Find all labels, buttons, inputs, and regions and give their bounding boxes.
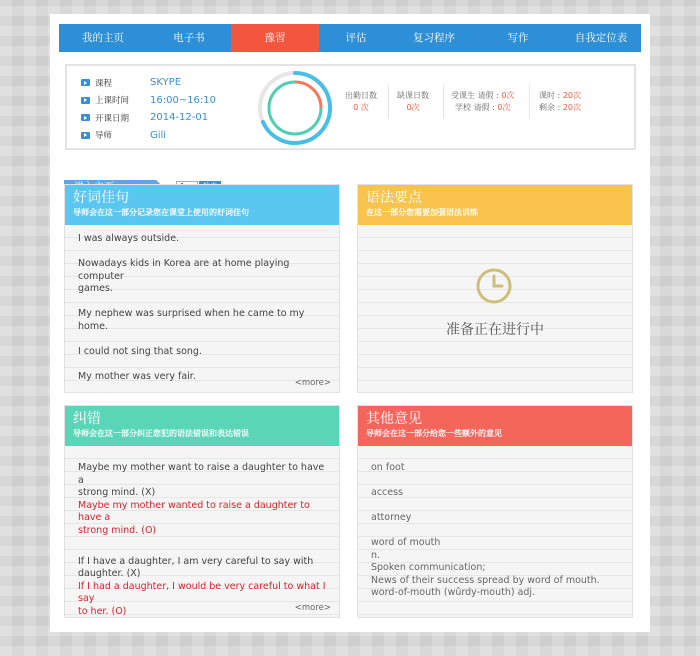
list-item: n.: [371, 549, 381, 561]
list-item: My mother was very fair.: [78, 370, 196, 382]
attendance-label: 出勤日数: [345, 91, 377, 100]
divider: [529, 84, 530, 118]
page-container: [50, 14, 650, 632]
list-item: on foot: [371, 462, 405, 473]
list-item: daughter. (X): [78, 568, 141, 579]
student-leave-value: 0次: [501, 91, 515, 100]
in-progress-text: 准备正在进行中: [446, 322, 544, 338]
phrases-panel: [64, 184, 340, 393]
play-bullet-icon: [81, 132, 90, 139]
teacher-value: Gili: [150, 129, 167, 141]
list-item: attorney: [371, 512, 412, 523]
list-item: games.: [78, 283, 113, 294]
nav-self-assessment[interactable]: 自我定位表: [574, 32, 628, 44]
list-item: Spoken communication;: [371, 562, 486, 573]
teacher-label: 导师: [95, 131, 113, 142]
course-row: [81, 74, 216, 92]
other-subtitle: 导师会在这一部分给您一些额外的意见: [366, 429, 502, 438]
grammar-title: 语法要点: [366, 190, 422, 206]
play-bullet-icon: [81, 114, 90, 121]
lessons-label: 课时 :: [539, 91, 563, 100]
leave-stat: [451, 90, 514, 114]
nav-review-program[interactable]: 复习程序: [413, 32, 455, 44]
list-item: I was always outside.: [78, 233, 180, 244]
attendance-ring-chart: [257, 70, 333, 146]
other-title: 其他意见: [366, 411, 422, 427]
list-item: word of mouth: [371, 537, 441, 548]
corrections-subtitle: 导师会在这一部分纠正您犯的语法错误和表达错误: [73, 429, 249, 438]
play-bullet-icon: [81, 79, 90, 86]
divider: [443, 84, 444, 118]
student-leave-label: 受课生 请假 :: [451, 91, 502, 100]
school-leave-label: 学校 请假 :: [455, 103, 498, 112]
time-label: 上课时间: [95, 96, 130, 107]
phrases-title: 好词佳句: [73, 190, 129, 206]
grammar-panel-header: [358, 185, 632, 225]
absence-stat: [397, 90, 429, 114]
corrections-body: [65, 446, 339, 617]
phrases-body: [65, 225, 339, 392]
time-value: 16:00~16:10: [150, 94, 217, 106]
lessons-stat: [539, 90, 581, 114]
remaining-label: 剩余 :: [539, 103, 563, 112]
other-panel-header: [358, 406, 632, 446]
grammar-body: [358, 225, 632, 392]
grammar-subtitle: 在这一部分您需要加强语法训练: [366, 208, 478, 217]
school-leave-value: 0次: [497, 103, 511, 112]
list-item: My nephew was surprised when he came to my home.: [78, 308, 305, 332]
main-nav: [59, 24, 641, 52]
list-item: word-of-mouth (wûrdy-mouth) adj.: [371, 587, 536, 598]
corrections-panel-header: [65, 406, 339, 446]
time-row: [81, 92, 216, 110]
list-item: If I have a daughter, I am very careful to say with: [78, 555, 314, 567]
list-item: Maybe my mother wanted to raise a daughter to have a: [78, 499, 310, 523]
start-date-value: 2014-12-01: [150, 112, 209, 124]
corrections-panel: [64, 405, 340, 618]
absence-label: 缺课日数: [397, 91, 429, 100]
teacher-row: [81, 127, 216, 145]
grammar-panel: [357, 184, 633, 393]
list-item: Maybe my mother want to raise a daughter to have a: [78, 462, 325, 486]
start-date-label: 开课日期: [95, 113, 130, 124]
list-item: Nowadays kids in Korea are at home playing computer: [78, 258, 290, 282]
nav-ebook[interactable]: 电子书: [173, 32, 205, 44]
nav-my-home[interactable]: 我的主页: [82, 32, 124, 44]
nav-evaluation[interactable]: 评估: [345, 32, 367, 44]
attendance-stat: [345, 90, 377, 114]
other-panel: [357, 405, 633, 618]
list-item: access: [371, 487, 404, 498]
list-item: to her. (O): [78, 605, 127, 617]
course-info-box: [65, 64, 636, 150]
start-date-row: [81, 109, 216, 127]
corrections-title: 纠错: [73, 411, 101, 427]
course-value: SKYPE: [150, 77, 182, 89]
play-bullet-icon: [81, 97, 90, 104]
list-item: News of their success spread by word of mouth.: [371, 574, 600, 586]
nav-writing[interactable]: 写作: [507, 32, 529, 44]
attendance-value: 0 次: [353, 103, 369, 112]
list-item: I could not sing that song.: [78, 345, 202, 357]
divider: [388, 84, 389, 118]
more-link[interactable]: <more>: [294, 378, 331, 388]
list-item: strong mind. (O): [78, 524, 157, 536]
clock-icon: [475, 267, 513, 305]
remaining-value: 20次: [562, 103, 581, 112]
lessons-value: 20次: [562, 91, 581, 100]
course-label: 课程: [95, 78, 113, 89]
other-body: [358, 446, 632, 617]
nav-preview[interactable]: 豫習: [231, 24, 319, 52]
list-item: strong mind. (X): [78, 487, 156, 498]
more-link[interactable]: <more>: [294, 603, 331, 613]
list-item: If I had a daughter, I would be very careful to what I say: [78, 580, 326, 604]
absence-value: 0次: [406, 103, 420, 112]
phrases-subtitle: 导师会在这一部分记录您在课堂上使用的好词佳句: [73, 208, 249, 217]
phrases-panel-header: [65, 185, 339, 225]
